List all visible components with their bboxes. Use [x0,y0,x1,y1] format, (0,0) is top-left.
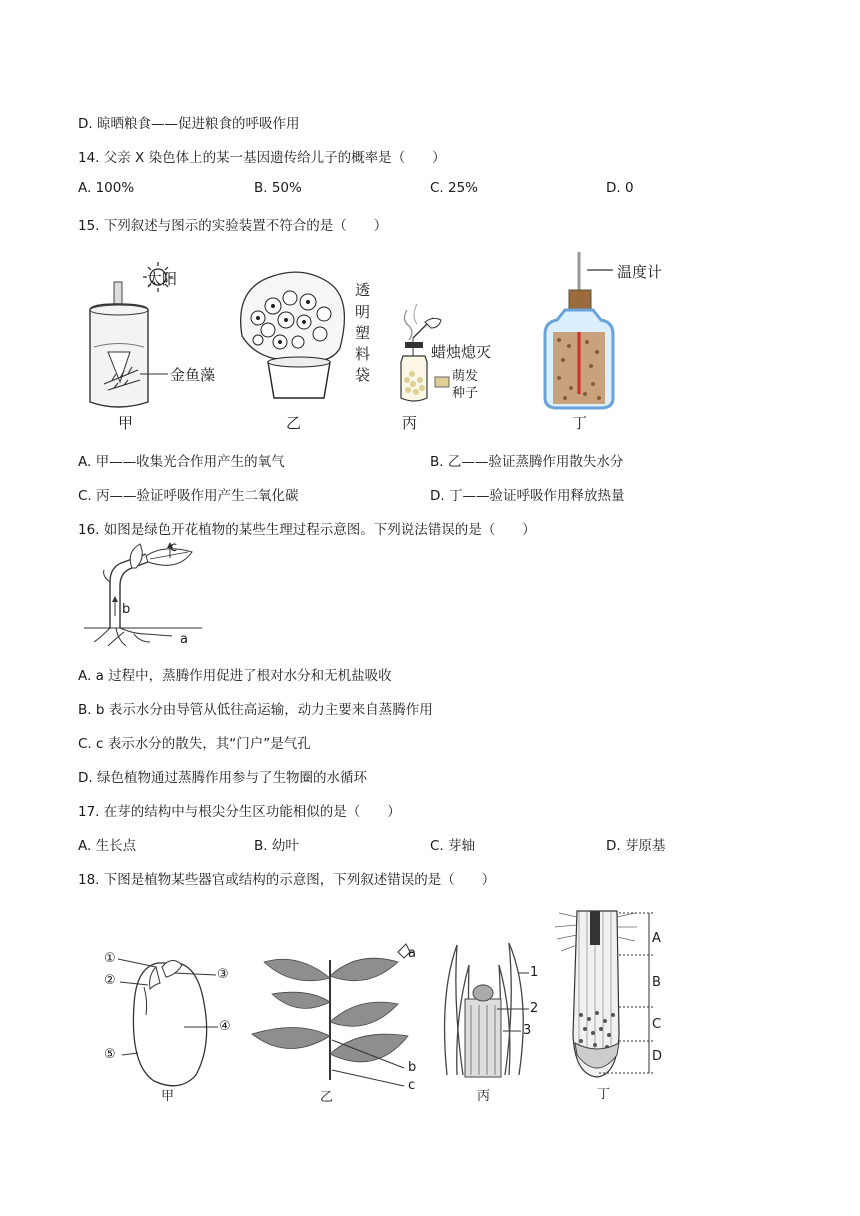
q17-option-c: C. 芽轴 [430,838,476,854]
q15-figure-yi [228,258,378,433]
label-bag-1: 透 [355,281,371,299]
label-sun: 太阳 [147,270,178,288]
q16-option-c: C. c 表示水分的散失，其“门户”是气孔 [78,736,311,752]
caption-bing-18: 丙 [477,1089,491,1104]
label-1-bud: 1 [530,965,539,980]
q16-figure [84,542,204,652]
label-bag-5: 袋 [355,366,371,384]
q16-option-b: B. b 表示水分由导管从低往高运输，动力主要来自蒸腾作用 [78,702,433,718]
q15-figure-bing [395,298,505,433]
q14-stem: 14. 父亲 X 染色体上的某一基因遗传给儿子的概率是（ ） [78,150,446,166]
q17-option-a: A. 生长点 [78,838,137,854]
label-zone-b: B [652,975,661,990]
q16-option-a: A. a 过程中，蒸腾作用促进了根对水分和无机盐吸收 [78,668,392,684]
caption-jia-18: 甲 [161,1089,175,1104]
q18-stem: 18. 下图是植物某些器官或结构的示意图，下列叙述错误的是（ ） [78,872,496,888]
q14-option-c: C. 25% [430,180,479,196]
q17-stem: 17. 在芽的结构中与根尖分生区功能相似的是（ ） [78,804,401,820]
caption-yi: 乙 [286,414,302,432]
q13-option-d: D. 晾晒粮食——促进粮食的呼吸作用 [78,116,300,132]
q15-stem: 15. 下列叙述与图示的实验装置不符合的是（ ） [78,218,388,234]
q15-option-b: B. 乙——验证蒸腾作用散失水分 [430,454,624,470]
label-1: ① [104,951,116,966]
caption-ding-18: 丁 [597,1087,611,1102]
label-3-bud: 3 [523,1023,532,1038]
q15-option-d: D. 丁——验证呼吸作用释放热量 [430,488,625,504]
q15-option-c: C. 丙——验证呼吸作用产生二氧化碳 [78,488,299,504]
q17-option-b: B. 幼叶 [254,838,299,854]
q18-figure-jia [100,945,240,1110]
label-a-18: a [408,946,416,961]
label-bag-4: 料 [355,345,371,363]
q18-figure-ding [545,905,675,1105]
label-b-18: b [408,1060,417,1075]
q14-option-b: B. 50% [254,180,302,196]
label-2: ② [104,973,116,988]
q15-option-a: A. 甲——收集光合作用产生的氧气 [78,454,285,470]
label-zone-d: D [652,1049,663,1064]
label-5: ⑤ [104,1047,116,1062]
label-zone-a: A [652,931,661,946]
q15-figure-jia [78,252,238,432]
label-thermometer: 温度计 [617,263,663,281]
q18-figure-yi [248,940,423,1105]
caption-yi-18: 乙 [320,1090,334,1105]
label-candle-out: 蜡烛熄灭 [431,343,492,361]
label-a: a [180,632,188,647]
label-c: c [170,540,178,555]
caption-bing: 丙 [402,414,418,432]
label-seeds: 种子 [452,386,479,401]
q17-option-d: D. 芽原基 [606,838,666,854]
q18-figure-bing [435,935,545,1105]
q16-option-d: D. 绿色植物通过蒸腾作用参与了生物圈的水循环 [78,770,367,786]
label-c-18: c [408,1078,416,1093]
label-bag-3: 塑 [355,324,371,342]
label-bag-2: 明 [355,303,371,321]
label-hornwort: 金鱼藻 [170,366,216,384]
label-3: ③ [217,967,229,982]
label-b: b [122,602,131,617]
label-2-bud: 2 [530,1001,539,1016]
caption-ding: 丁 [572,414,588,432]
label-4: ④ [219,1019,231,1034]
q16-stem: 16. 如图是绿色开花植物的某些生理过程示意图。下列说法错误的是（ ） [78,522,536,538]
q15-figure-ding [535,248,685,433]
q14-option-d: D. 0 [606,180,634,196]
q14-option-a: A. 100% [78,180,135,196]
label-germinating: 萌发 [452,369,479,384]
label-zone-c: C [652,1017,662,1032]
caption-jia: 甲 [118,414,134,432]
